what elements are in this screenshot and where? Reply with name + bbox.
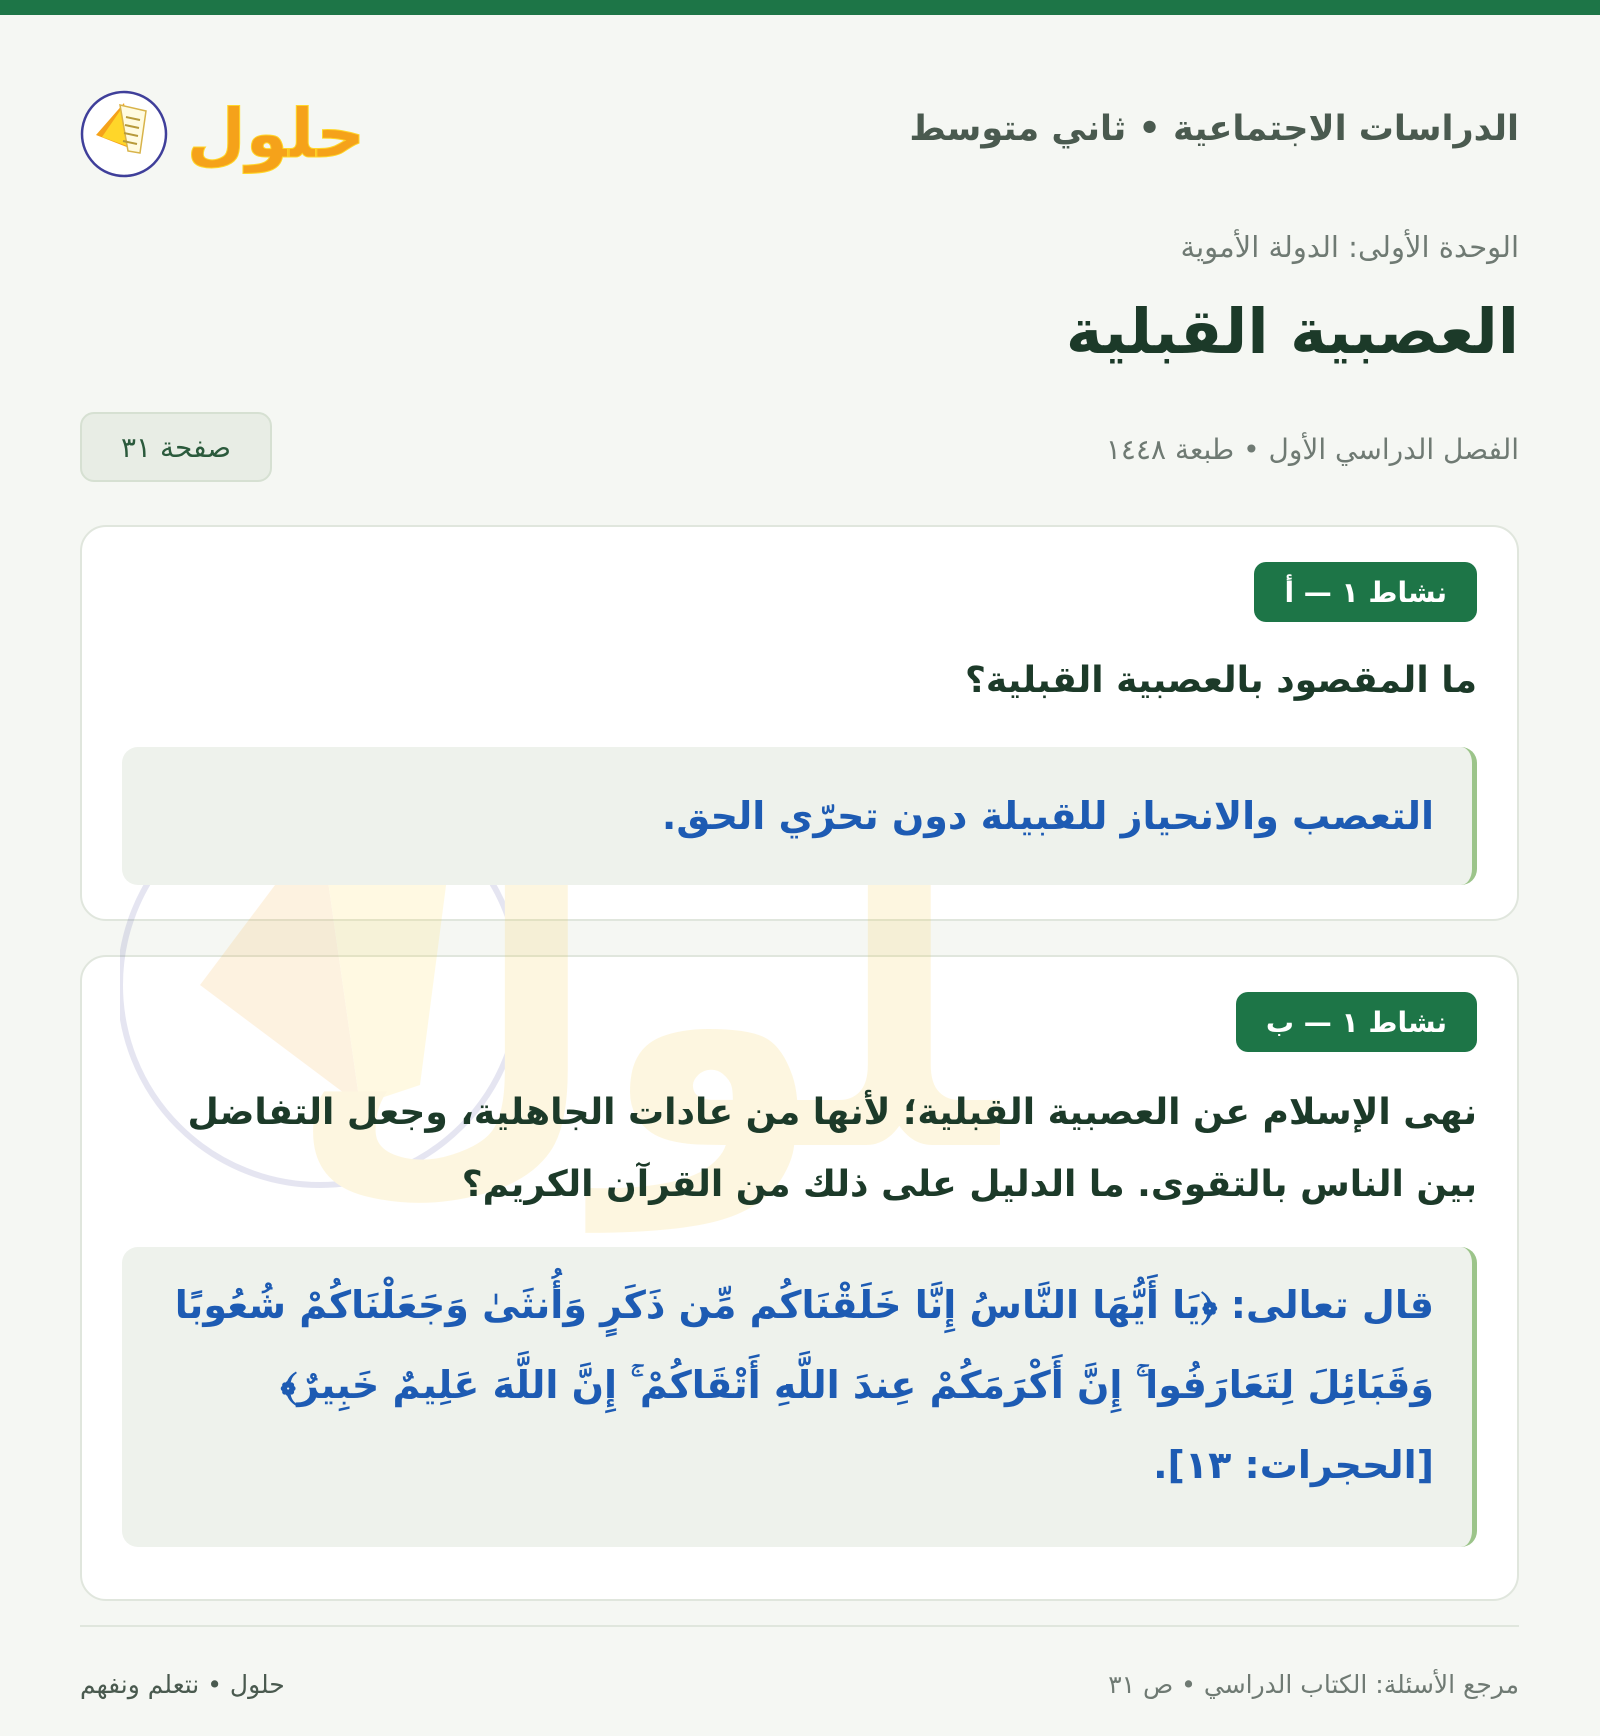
page-content [80,15,1519,1736]
activity-badge: نشاط ١ — أ [1254,562,1477,622]
semester-edition: الفصل الدراسي الأول • طبعة ١٤٤٨ [1105,433,1519,466]
footer-tagline: حلول • نتعلم ونفهم [80,1670,285,1699]
activity-badge: نشاط ١ — ب [1236,992,1477,1052]
activity-question: نهى الإسلام عن العصبية القبلية؛ لأنها من عادات الجاهلية، وجعل التفاضل بين الناس بالتقوى. ما الدليل على ذلك من القرآن الكريم؟ [187,1092,1477,1205]
page-number-badge: صفحة ٣١ [80,412,272,482]
activity-answer: التعصب والانحياز للقبيلة دون تحرّي الحق. [122,747,1477,885]
unit-label: الوحدة الأولى: الدولة الأموية [1180,230,1519,264]
page-header [80,75,1519,185]
hulul-logo[interactable] [80,75,365,185]
subject-title: الدراسات الاجتماعية • ثاني متوسط [909,109,1519,149]
open-book-icon [80,75,365,185]
logo-wordmark: حلول [186,95,365,174]
top-accent-bar [0,0,1600,15]
activity-answer: قال تعالى: ﴿يَا أَيُّهَا النَّاسُ إِنَّا خَلَقْنَاكُم مِّن ذَكَرٍ وَأُنثَىٰ وَجَعَلْنَاكُمْ شُعُوبًا وَقَبَائِلَ لِتَعَارَفُوا ۚ إِنَّ أَكْرَمَكُمْ عِندَ اللَّهِ أَتْقَاكُمْ ۚ إِنَّ اللَّهَ عَلِيمٌ خَبِيرٌ﴾ [الحجرات: ١٣]. [122,1247,1477,1547]
activity-card-a [80,525,1519,921]
activity-card-b [80,955,1519,1601]
lesson-title: العصبية القبلية [1065,295,1519,368]
questions-reference: مرجع الأسئلة: الكتاب الدراسي • ص ٣١ [1108,1670,1519,1699]
activity-question: ما المقصود بالعصبية القبلية؟ [965,660,1477,701]
footer-divider [80,1625,1519,1627]
